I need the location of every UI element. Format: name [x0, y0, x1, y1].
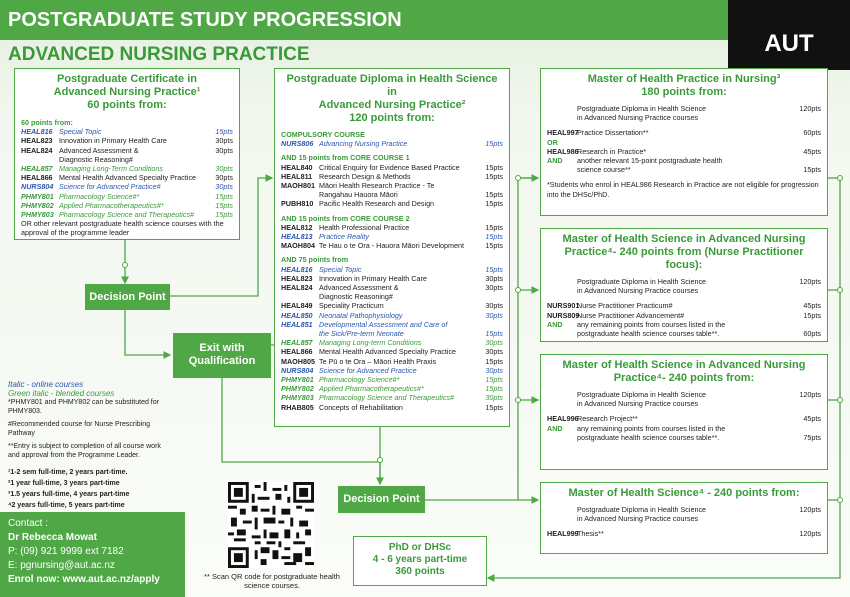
course-code: RHAB805	[281, 402, 314, 412]
course-title: Advanced Assessment &	[319, 283, 399, 293]
course-title: Postgraduate Diploma in Health Science	[577, 277, 707, 286]
course-title: Advancing Nursing Practice	[319, 139, 408, 149]
course-row	[281, 384, 503, 393]
course-code: NURS804	[21, 182, 54, 192]
course-code: HEAL986	[547, 146, 579, 156]
course-row	[281, 311, 503, 320]
course-points: 15pts	[485, 264, 503, 274]
legend-notes	[8, 380, 168, 510]
course-code	[547, 329, 577, 338]
course-title: Critical Enquiry for Evidence Based Practice	[319, 162, 460, 172]
logo-text: AUT	[764, 30, 814, 57]
course-title: Nurse Practitioner Practicum#	[577, 301, 673, 311]
page-title: POSTGRADUATE STUDY PROGRESSION	[8, 9, 402, 31]
course-title: in Advanced Nursing Practice courses	[577, 286, 699, 296]
course-points: 15pts	[215, 191, 233, 201]
course-title: Managing Long-Term Conditions	[59, 164, 164, 174]
course-points: 30pts	[215, 136, 233, 146]
course-row	[281, 199, 503, 208]
course-row	[547, 311, 821, 320]
course-title: Innovation in Primary Health Care	[319, 273, 427, 283]
course-row	[547, 514, 821, 523]
course-points: 30pts	[485, 273, 503, 283]
course-points: 45pts	[803, 146, 821, 156]
course-code: HEAL866	[21, 173, 53, 183]
phd-box	[353, 536, 487, 586]
course-code: HEAL824	[21, 145, 53, 155]
course-points: 15pts	[485, 241, 503, 251]
course-title: Postgraduate Diploma in Health Science	[577, 104, 707, 113]
m3-list	[547, 390, 821, 442]
course-row	[281, 265, 503, 274]
course-points: 15pts	[485, 356, 503, 366]
course-title: Thesis**	[577, 529, 604, 539]
course-code: HEAL849	[281, 301, 313, 311]
course-code: AND	[547, 156, 563, 166]
course-title: Science for Advanced Practice	[319, 365, 417, 375]
master-hs-box	[540, 482, 828, 554]
course-code: HEAL857	[281, 338, 313, 348]
course-points: 30pts	[485, 365, 503, 375]
course-row	[547, 165, 821, 174]
course-code: NURS804	[281, 365, 314, 375]
legend-green-italic: Green italic - blended courses	[8, 389, 115, 398]
course-title: Research Project**	[577, 414, 638, 424]
course-title: in Advanced Nursing Practice courses	[577, 399, 699, 409]
course-code: OR	[547, 137, 558, 147]
course-code	[21, 155, 59, 164]
course-code: MAOH804	[281, 241, 315, 251]
contact-panel	[0, 512, 185, 597]
m1-points: 180 points from:	[641, 86, 727, 98]
contact-email[interactable]: E: pgnursing@aut.ac.nz	[8, 560, 115, 571]
course-code	[547, 399, 577, 408]
course-points: 30pts	[485, 283, 503, 293]
course-title	[577, 138, 821, 147]
course-code	[547, 390, 577, 399]
course-row	[547, 529, 821, 538]
course-code: HEAL813	[281, 232, 313, 242]
page-subtitle: ADVANCED NURSING PRACTICE	[8, 44, 310, 65]
course-row	[547, 320, 821, 329]
course-points: 15pts	[485, 222, 503, 232]
course-row	[21, 146, 233, 155]
course-row	[281, 139, 503, 148]
course-title: in Advanced Nursing Practice courses	[577, 113, 699, 123]
course-title: in Advanced Nursing Practice courses	[577, 514, 699, 524]
m4-title: Master of Health Science⁴ - 240 points from:	[568, 487, 800, 499]
course-points: 120pts	[799, 529, 821, 539]
phd-points: 360 points	[395, 566, 445, 577]
course-row	[281, 274, 503, 283]
exit-line-2: Qualification	[188, 355, 256, 367]
course-row	[21, 164, 233, 173]
course-points: 60pts	[803, 128, 821, 138]
course-row	[281, 357, 503, 366]
course-row	[281, 301, 503, 310]
course-code	[281, 190, 319, 199]
course-code: HEAL857	[21, 164, 53, 174]
course-code: NURS901	[547, 301, 580, 311]
course-title: Managing Long-term Conditions	[319, 338, 422, 348]
course-points: 15pts	[485, 139, 503, 149]
m1-title: Master of Health Practice in Nursing³	[587, 73, 781, 85]
m2-title-2: Practice⁴- 240 points from (Nurse Practitioner focus):	[564, 246, 804, 271]
course-code: AND	[547, 319, 563, 329]
course-code: HEAL840	[281, 162, 313, 172]
course-title: Practice Dissertation**	[577, 128, 649, 138]
m1-note: *Students who enrol in HEAL986 Research in Practice are not eligible for progression into the DHSc/PhD.	[547, 180, 819, 199]
course-row	[281, 338, 503, 347]
dipl-core1-head: AND 15 points from CORE COURSE 1	[281, 153, 410, 163]
m3-title-1: Master of Health Science in Advanced Nursing	[562, 359, 806, 371]
course-points: 30pts	[215, 164, 233, 174]
course-row	[547, 128, 821, 137]
phd-duration: 4 - 6 years part-time	[372, 554, 468, 565]
course-row	[21, 192, 233, 201]
course-points: 60pts	[803, 329, 821, 339]
contact-head: Contact :	[8, 518, 49, 529]
course-code	[547, 505, 577, 514]
course-code: PHMY801	[21, 191, 54, 201]
course-row	[547, 286, 821, 295]
course-row	[281, 366, 503, 375]
course-row	[21, 201, 233, 210]
master-anp-box	[540, 354, 828, 470]
course-title: Innovation in Primary Health Care	[59, 136, 167, 146]
course-points: 120pts	[799, 390, 821, 399]
course-row	[547, 505, 821, 514]
dipl-points: 120 points from:	[349, 112, 435, 124]
footnote-3: ³1.5 years full-time, 4 years part-time	[8, 491, 130, 498]
course-row	[281, 292, 503, 301]
course-code: PHMY801	[281, 375, 314, 385]
course-code: HEAL824	[281, 283, 313, 293]
course-points: 30pts	[485, 347, 503, 357]
course-title: Speciality Practicum	[319, 301, 384, 311]
course-points: 15pts	[485, 232, 503, 242]
course-row	[281, 163, 503, 172]
dipl-elect-head: AND 75 points from	[281, 255, 349, 265]
course-code: HEAL823	[21, 136, 53, 146]
cert-footer: OR other relevant postgraduate health science courses with the approval of the programme leader	[21, 219, 224, 238]
course-row	[281, 393, 503, 402]
phd-title: PhD or DHSc	[388, 542, 452, 553]
course-title: Research in Practice*	[577, 146, 647, 156]
course-code	[547, 277, 577, 286]
cert-intro: 60 points from:	[21, 118, 73, 127]
cert-course-list	[21, 127, 233, 219]
course-code: MAOH801	[281, 181, 315, 191]
course-title: science course**	[577, 165, 631, 175]
course-code: HEAL866	[281, 347, 313, 357]
m1-list	[547, 104, 821, 174]
course-points: 30pts	[485, 393, 503, 403]
course-title: Postgraduate Diploma in Health Science	[577, 505, 707, 514]
decision-point-1[interactable]: Decision Point	[85, 284, 170, 310]
footnote-1: ¹1-2 sem full-time, 2 years part-time.	[8, 469, 128, 476]
m2-title-1: Master of Health Science in Advanced Nursing	[562, 233, 806, 245]
course-row	[547, 277, 821, 286]
course-code	[547, 514, 577, 523]
course-points: 15pts	[485, 329, 503, 339]
diploma-box	[274, 68, 510, 427]
course-row	[281, 190, 503, 199]
course-code	[547, 286, 577, 295]
course-row	[547, 301, 821, 310]
course-row	[281, 232, 503, 241]
contact-phone: P: (09) 921 9999 ext 7182	[8, 546, 124, 557]
course-code: PUBH810	[281, 199, 314, 209]
course-points: 15pts	[215, 210, 233, 220]
qr-note: ** Scan QR code for postgraduate health science courses.	[204, 572, 340, 590]
course-points: 15pts	[485, 375, 503, 385]
course-code: HEAL816	[281, 264, 313, 274]
course-title: any remaining points from courses listed in the	[577, 319, 726, 329]
course-row	[281, 375, 503, 384]
course-points: 30pts	[485, 301, 503, 311]
course-code	[547, 165, 577, 174]
course-points: 15pts	[485, 171, 503, 181]
note-1: *PHMY801 and PHMY802 can be substituted for PHMY803.	[8, 399, 159, 415]
course-row	[281, 403, 503, 412]
course-points: 45pts	[803, 414, 821, 424]
course-row	[21, 182, 233, 191]
course-title: Māori Health Research Practice - Te	[319, 181, 435, 191]
course-points: 45pts	[803, 301, 821, 311]
course-title: Developmental Assessment and Care of	[319, 319, 448, 329]
course-row	[547, 138, 821, 147]
course-title: postgraduate health science courses table**.	[577, 329, 720, 339]
course-title: Special Topic	[59, 127, 102, 137]
exit-line-1: Exit with	[199, 342, 245, 354]
course-code	[281, 329, 319, 338]
course-title: Pharmacology Science and Therapeutics#	[59, 210, 195, 220]
contact-enrol-link[interactable]: Enrol now: www.aut.ac.nz/apply	[8, 574, 160, 585]
course-title: Applied Pharmacotherapeutics#*	[319, 384, 424, 394]
course-title: Mental Health Advanced Specialty Practice	[59, 173, 197, 183]
contact-name: Dr Rebecca Mowat	[8, 532, 97, 543]
course-title: Pacific Health Research and Design	[319, 199, 435, 209]
decision-point-2[interactable]: Decision Point	[338, 486, 425, 513]
course-points: 120pts	[799, 104, 821, 113]
m2-list	[547, 277, 821, 338]
course-row	[547, 156, 821, 165]
course-row	[21, 173, 233, 182]
course-code	[547, 433, 577, 442]
course-points: 30pts	[215, 145, 233, 155]
exit-qualification-button[interactable]	[173, 333, 271, 378]
cert-points: 60 points from:	[87, 99, 167, 111]
course-title: another relevant 15-point postgraduate health	[577, 156, 723, 166]
course-title: Advanced Assessment &	[59, 145, 139, 155]
course-title: Diagnostic Reasoning#	[59, 154, 133, 164]
course-title: Postgraduate Diploma in Health Science	[577, 390, 707, 399]
course-row	[547, 414, 821, 423]
course-points: 15pts	[485, 162, 503, 172]
arrow-decision-exit	[125, 310, 170, 355]
course-points: 120pts	[799, 277, 821, 286]
cert-title-2: Advanced Nursing Practice¹	[53, 86, 201, 98]
cert-title-1: Postgraduate Certificate in	[57, 73, 197, 85]
course-points: 75pts	[803, 432, 821, 442]
master-practice-box	[540, 68, 828, 216]
course-title: Special Topic	[319, 264, 362, 274]
course-title: Concepts of Rehabilitation	[319, 402, 403, 412]
course-points: 120pts	[799, 505, 821, 514]
course-row	[281, 223, 503, 232]
course-points: 15pts	[485, 402, 503, 412]
course-points: 15pts	[485, 199, 503, 209]
course-code: MAOH805	[281, 356, 315, 366]
course-row	[281, 283, 503, 292]
dipl-compulsory-head: COMPULSORY COURSE	[281, 130, 365, 139]
course-code: HEAL851	[281, 319, 313, 329]
course-code: HEAL823	[281, 273, 313, 283]
course-title: Pharmacology Science#*	[319, 375, 400, 385]
dipl-title-2: Advanced Nursing Practice²	[318, 99, 466, 111]
course-row	[281, 172, 503, 181]
legend-italic: Italic - online courses	[8, 380, 84, 389]
dipl-title-1: Postgraduate Diploma in Health Science in	[286, 73, 498, 98]
dipl-compulsory-list	[281, 139, 503, 148]
course-code: AND	[547, 423, 563, 433]
course-title: Diagnostic Reasoning#	[319, 292, 393, 302]
course-title: Pharmacology Science and Therapeutics#	[319, 393, 455, 403]
course-code: PHMY803	[281, 393, 314, 403]
course-code: HEAL997	[547, 128, 579, 138]
m4-list	[547, 505, 821, 539]
master-np-box	[540, 228, 828, 342]
footnote-4: ⁴2 years full-time, 5 years part-time	[8, 502, 125, 509]
course-code: PHMY802	[21, 200, 54, 210]
course-row	[281, 329, 503, 338]
note-2: #Recommended course for Nurse Prescribing Pathway	[8, 421, 151, 437]
certificate-box	[14, 68, 240, 240]
course-row	[281, 347, 503, 356]
course-code: HEAL996	[547, 414, 579, 424]
course-code: NURS806	[281, 139, 314, 149]
course-row	[21, 155, 233, 164]
course-points: 30pts	[485, 338, 503, 348]
course-row	[547, 424, 821, 433]
course-row	[547, 433, 821, 442]
course-points: 15pts	[803, 165, 821, 175]
course-code: HEAL850	[281, 310, 313, 320]
course-title: the Sick/Pre-term Neonate	[319, 329, 404, 339]
course-title: Nurse Practitioner Advancement#	[577, 310, 685, 320]
course-title: Applied Pharmacotherapeutics#*	[59, 200, 164, 210]
course-row	[547, 329, 821, 338]
course-row	[547, 390, 821, 399]
dipl-core1-list	[281, 163, 503, 209]
course-code	[547, 104, 577, 113]
course-code: HEAL811	[281, 171, 313, 181]
course-row	[21, 127, 233, 136]
dipl-core2-list	[281, 223, 503, 251]
course-code: NURS809	[547, 310, 580, 320]
course-code	[281, 292, 319, 301]
course-title: Mental Health Advanced Specialty Practice	[319, 347, 457, 357]
course-row	[281, 320, 503, 329]
course-points: 15pts	[215, 127, 233, 137]
footnote-2: ²1 year full-time, 3 years part-time	[8, 480, 120, 487]
course-row	[281, 181, 503, 190]
qr-code-image	[228, 482, 314, 568]
course-points: 15pts	[485, 384, 503, 394]
course-code: HEAL812	[281, 222, 313, 232]
course-title: postgraduate health science courses table**.	[577, 432, 720, 442]
note-3: **Entry is subject to completion of all course work and approval from the Programme Leader.	[8, 443, 161, 459]
course-title: Te Hau o te Ora - Hauora Māori Development	[319, 241, 465, 251]
course-points: 15pts	[803, 310, 821, 320]
course-code: HEAL999	[547, 529, 579, 539]
m3-title-2: Practice⁴- 240 points from:	[613, 372, 755, 384]
course-title: Practice Reality	[319, 232, 369, 242]
course-row	[21, 136, 233, 145]
course-title: Pharmacology Science#*	[59, 191, 140, 201]
course-points: 30pts	[215, 182, 233, 192]
course-code: HEAL816	[21, 127, 53, 137]
course-title: Science for Advanced Practice#	[59, 182, 161, 192]
course-title: Neonatal Pathophysiology	[319, 310, 403, 320]
course-code: PHMY803	[21, 210, 54, 220]
course-row	[547, 147, 821, 156]
course-title: Rangahau Hauora Māori	[319, 190, 398, 200]
course-title: any remaining points from courses listed in the	[577, 423, 726, 433]
course-points: 15pts	[215, 200, 233, 210]
course-title: Health Professional Practice	[319, 222, 410, 232]
course-points: 15pts	[485, 190, 503, 200]
course-row	[547, 113, 821, 122]
course-title: Research Design & Methods	[319, 171, 411, 181]
course-points: 30pts	[485, 310, 503, 320]
course-row	[547, 399, 821, 408]
qr-code[interactable]	[228, 482, 314, 568]
course-title: Te Pū o te Ora – Māori Health Praxis	[319, 356, 437, 366]
course-code: PHMY802	[281, 384, 314, 394]
course-row	[281, 241, 503, 250]
course-row	[21, 210, 233, 219]
course-points: 30pts	[215, 173, 233, 183]
dipl-elect-list	[281, 265, 503, 412]
course-row	[547, 104, 821, 113]
course-code	[547, 113, 577, 122]
dipl-core2-head: AND 15 points from CORE COURSE 2	[281, 213, 410, 223]
